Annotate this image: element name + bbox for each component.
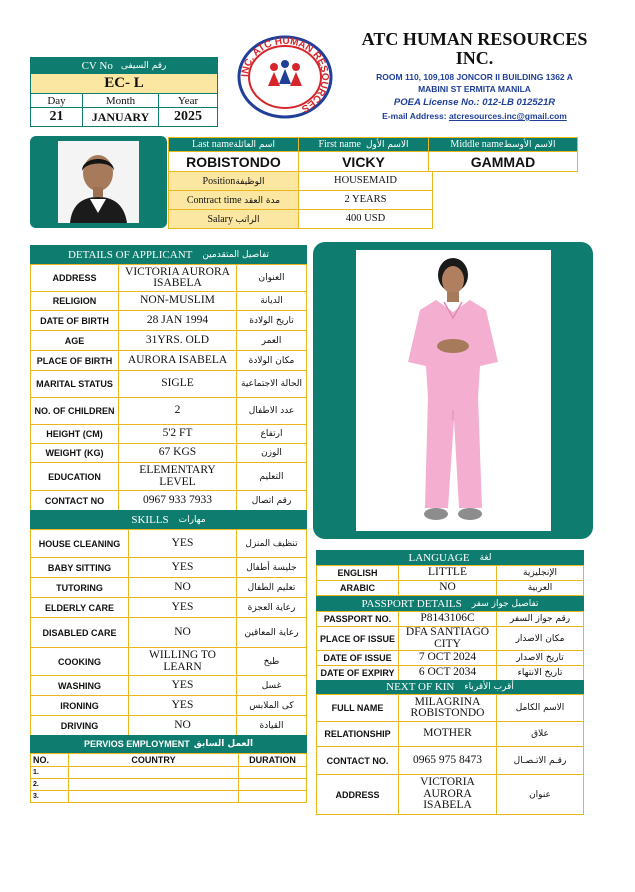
cv-number-header: CV No رقم السيفى	[31, 58, 217, 74]
cv-day-label: Day	[31, 94, 83, 107]
skills-row	[31, 648, 307, 676]
skills-label: ELDERLY CARE	[31, 598, 129, 618]
cv-year: 2025	[174, 109, 202, 124]
portrait-photo	[58, 141, 139, 223]
details-value: 0967 933 7933	[119, 491, 237, 511]
name-table	[168, 137, 578, 172]
skills-label: BABY SITTING	[31, 558, 129, 578]
passport-label: PLACE OF ISSUE	[317, 627, 399, 651]
skills-header: SKILLS مهارات	[30, 510, 307, 529]
details-arabic-label: عدد الاطفال	[237, 398, 307, 425]
language-arabic-label: الإنجليزية	[497, 566, 584, 581]
skills-value: YES	[129, 558, 237, 578]
skills-value: NO	[129, 578, 237, 598]
passport-value: P8143106C	[399, 612, 497, 627]
details-arabic-label: الديانة	[237, 292, 307, 311]
language-table	[316, 565, 584, 596]
fullbody-photo	[356, 250, 551, 531]
kin-value: MILAGRINA ROBISTONDO	[399, 695, 497, 722]
passport-value: 6 OCT 2034	[399, 666, 497, 681]
details-arabic-label: ارتفاع	[237, 425, 307, 444]
kin-value: VICTORIA AURORA ISABELA	[399, 775, 497, 815]
employment-country	[69, 779, 239, 791]
skills-label: IRONING	[31, 696, 129, 716]
skills-arabic-label: طبخ	[237, 648, 307, 676]
details-arabic-label: تاريخ الولادة	[237, 311, 307, 331]
details-header: DETAILS OF APPLICANT تفاصيل المتقدمين	[30, 245, 307, 264]
passport-row	[317, 666, 584, 681]
details-value: AURORA ISABELA	[119, 351, 237, 371]
company-name: ATC HUMAN RESOURCES INC.	[361, 29, 588, 68]
employment-row	[31, 791, 307, 803]
language-header: LANGUAGE لغة	[316, 550, 584, 565]
skills-arabic-label: كى الملابس	[237, 696, 307, 716]
cv-month-label: Month	[83, 94, 159, 107]
company-logo	[236, 34, 334, 120]
portrait-frame	[30, 136, 167, 228]
details-row	[31, 425, 307, 444]
details-value: ELEMENTARY LEVEL	[119, 463, 237, 491]
company-license: POEA License No.: 012-LB 012521R	[393, 97, 556, 108]
skills-table	[30, 529, 307, 736]
kin-label: CONTACT NO.	[317, 747, 399, 775]
passport-value: DFA SANTIAGO CITY	[399, 627, 497, 651]
skills-arabic-label: رعاية المعاقين	[237, 618, 307, 648]
middle-name-label: Middle nameالاسم الأوسط	[429, 138, 578, 152]
first-name-label: First name الاسم الأول	[299, 138, 429, 152]
passport-arabic-label: رقم جواز السفر	[497, 612, 584, 627]
salary-value: 400 USD	[299, 210, 433, 229]
employment-country	[69, 791, 239, 803]
kin-row	[317, 695, 584, 722]
middle-name: GAMMAD	[429, 152, 578, 172]
skills-label: DRIVING	[31, 716, 129, 736]
passport-label: DATE OF EXPIRY	[317, 666, 399, 681]
details-row	[31, 351, 307, 371]
email-link[interactable]: atcresources.inc@gmail.com	[448, 111, 567, 121]
details-label: AGE	[31, 331, 119, 351]
details-label: EDUCATION	[31, 463, 119, 491]
passport-label: PASSPORT NO.	[317, 612, 399, 627]
contract-label: Contract time مدة العقد	[169, 191, 299, 210]
details-label: PLACE OF BIRTH	[31, 351, 119, 371]
skills-row	[31, 530, 307, 558]
language-row	[317, 581, 584, 596]
language-label: ENGLISH	[317, 566, 399, 581]
skills-value: NO	[129, 716, 237, 736]
employment-no: 3.	[31, 791, 69, 803]
skills-value: NO	[129, 618, 237, 648]
kin-header: NEXT OF KIN أقرب الأقرباء	[316, 680, 584, 694]
col-country: COUNTRY	[69, 754, 239, 767]
details-label: RELIGION	[31, 292, 119, 311]
details-arabic-label: الوزن	[237, 444, 307, 463]
details-arabic-label: رقم اتصال	[237, 491, 307, 511]
details-row	[31, 331, 307, 351]
kin-row	[317, 722, 584, 747]
details-label: NO. OF CHILDREN	[31, 398, 119, 425]
details-arabic-label: العمر	[237, 331, 307, 351]
skills-value: YES	[129, 530, 237, 558]
details-row	[31, 463, 307, 491]
kin-label: RELATIONSHIP	[317, 722, 399, 747]
cv-day: 21	[31, 108, 83, 126]
skills-row	[31, 716, 307, 736]
details-label: ADDRESS	[31, 265, 119, 292]
skills-row	[31, 676, 307, 696]
language-value: NO	[399, 581, 497, 596]
employment-table	[30, 753, 307, 803]
passport-arabic-label: تاريخ الانتهاء	[497, 666, 584, 681]
language-row	[317, 566, 584, 581]
skills-row	[31, 558, 307, 578]
skills-value: YES	[129, 676, 237, 696]
skills-value: YES	[129, 696, 237, 716]
company-address: ROOM 110, 109,108 JONCOR II BUILDING 1362 A MABINI ST ERMITA MANILA	[376, 72, 573, 94]
last-name-label: Last nameاسم العائلة	[169, 138, 299, 152]
passport-arabic-label: مكان الاصدار	[497, 627, 584, 651]
details-arabic-label: التعليم	[237, 463, 307, 491]
employment-row	[31, 767, 307, 779]
col-duration: DURATION	[239, 754, 307, 767]
details-label: DATE OF BIRTH	[31, 311, 119, 331]
svg-text:INC. ATC HUMAN RESOURCES: INC. ATC HUMAN RESOURCES	[239, 35, 331, 115]
skills-value: YES	[129, 598, 237, 618]
employment-duration	[239, 779, 307, 791]
skills-arabic-label: القيادة	[237, 716, 307, 736]
kin-arabic-label: عنوان	[497, 775, 584, 815]
cv-number: EC- L	[31, 74, 217, 94]
position-value: HOUSEMAID	[299, 172, 433, 191]
skills-label: DISABLED CARE	[31, 618, 129, 648]
details-label: HEIGHT (CM)	[31, 425, 119, 444]
skills-label: WASHING	[31, 676, 129, 696]
kin-label: FULL NAME	[317, 695, 399, 722]
details-arabic-label: مكان الولادة	[237, 351, 307, 371]
skills-arabic-label: تنظيف المنزل	[237, 530, 307, 558]
skills-arabic-label: غسل	[237, 676, 307, 696]
details-label: MARITAL STATUS	[31, 371, 119, 398]
passport-row	[317, 612, 584, 627]
skills-label: HOUSE CLEANING	[31, 530, 129, 558]
details-row	[31, 371, 307, 398]
company-email: E-mail Address: atcresources.inc@gmail.com	[382, 111, 567, 121]
kin-value: MOTHER	[399, 722, 497, 747]
employment-duration	[239, 767, 307, 779]
details-label: WEIGHT (KG)	[31, 444, 119, 463]
details-value: 31YRS. OLD	[119, 331, 237, 351]
kin-label: ADDRESS	[317, 775, 399, 815]
col-no: NO.	[31, 754, 69, 767]
details-label: CONTACT NO	[31, 491, 119, 511]
job-table	[168, 171, 433, 229]
employment-no: 2.	[31, 779, 69, 791]
skills-label: COOKING	[31, 648, 129, 676]
kin-row	[317, 747, 584, 775]
employment-header: PERVIOS EMPLOYMENT العمل السابق	[30, 735, 307, 753]
details-table	[30, 264, 307, 511]
last-name: ROBISTONDO	[169, 152, 299, 172]
contract-value: 2 YEARS	[299, 191, 433, 210]
details-row	[31, 311, 307, 331]
skills-row	[31, 618, 307, 648]
skills-arabic-label: جليسة أطفال	[237, 558, 307, 578]
details-arabic-label: العنوان	[237, 265, 307, 292]
details-value: 5'2 FT	[119, 425, 237, 444]
kin-arabic-label: علاق	[497, 722, 584, 747]
details-row	[31, 265, 307, 292]
details-value: 2	[119, 398, 237, 425]
passport-value: 7 OCT 2024	[399, 651, 497, 666]
details-value: VICTORIA AURORA ISABELA	[119, 265, 237, 292]
kin-value: 0965 975 8473	[399, 747, 497, 775]
details-row	[31, 444, 307, 463]
cv-year-label: Year	[177, 94, 199, 107]
first-name: VICKY	[299, 152, 429, 172]
passport-row	[317, 651, 584, 666]
passport-header: PASSPORT DETAILS تفاصيل جواز سفر	[316, 596, 584, 611]
details-arabic-label: الحالة الاجتماعية	[237, 371, 307, 398]
passport-table	[316, 611, 584, 681]
details-value: 67 KGS	[119, 444, 237, 463]
kin-arabic-label: رقـم الاتـصـال	[497, 747, 584, 775]
passport-label: DATE OF ISSUE	[317, 651, 399, 666]
details-row	[31, 292, 307, 311]
cv-number-box	[30, 57, 218, 127]
employment-no: 1.	[31, 767, 69, 779]
employment-country	[69, 767, 239, 779]
skills-value: WILLING TO LEARN	[129, 648, 237, 676]
position-label: Positionالوظيفة	[169, 172, 299, 191]
skills-arabic-label: تعليم الطفال	[237, 578, 307, 598]
employment-duration	[239, 791, 307, 803]
language-arabic-label: العربية	[497, 581, 584, 596]
skills-row	[31, 696, 307, 716]
skills-row	[31, 578, 307, 598]
salary-label: Salary الراتب	[169, 210, 299, 229]
skills-row	[31, 598, 307, 618]
passport-row	[317, 627, 584, 651]
details-value: 28 JAN 1994	[119, 311, 237, 331]
details-row	[31, 491, 307, 511]
language-label: ARABIC	[317, 581, 399, 596]
fullbody-frame	[313, 242, 593, 539]
passport-arabic-label: تاريخ الاصدار	[497, 651, 584, 666]
skills-label: TUTORING	[31, 578, 129, 598]
employment-row	[31, 779, 307, 791]
kin-table	[316, 694, 584, 815]
details-row	[31, 398, 307, 425]
language-value: LITTLE	[399, 566, 497, 581]
cv-month: JANUARY	[83, 108, 159, 126]
kin-arabic-label: الاسم الكامل	[497, 695, 584, 722]
skills-arabic-label: رعاية العجزة	[237, 598, 307, 618]
kin-row	[317, 775, 584, 815]
details-value: SIGLE	[119, 371, 237, 398]
details-value: NON-MUSLIM	[119, 292, 237, 311]
